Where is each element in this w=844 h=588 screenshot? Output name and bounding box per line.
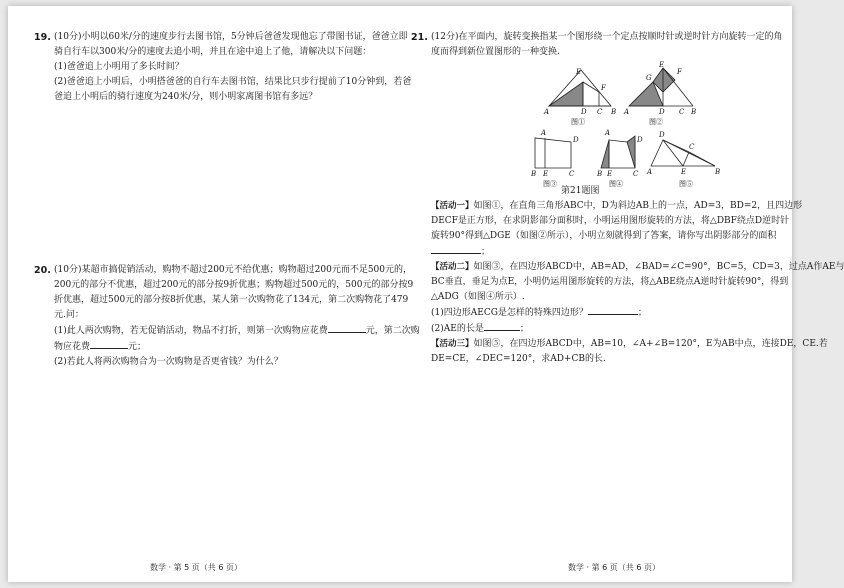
svg-text:C: C: [597, 108, 603, 116]
svg-text:D: D: [581, 108, 587, 116]
sub-text: (2)AE的长是: [431, 324, 484, 334]
activity-2-q2: [431, 321, 773, 337]
svg-text:C: C: [569, 170, 575, 178]
question-number: 20.: [34, 265, 51, 276]
question-20: [34, 263, 420, 370]
figure-2-label: 图②: [649, 118, 663, 126]
figure-2-diagram: [623, 61, 696, 116]
question-text-line: (10分)某超市搞促销活动，购物不超过200元不给优惠；购物超过200元而不足500元的，: [54, 265, 413, 275]
activity-text-line: DECF是正方形，在求阴影部分面积时，小明运用图形旋转的方法，将△DBF绕点D逆时针: [431, 216, 790, 226]
right-page: [411, 30, 844, 367]
svg-text:B: B: [691, 108, 697, 116]
answer-blank[interactable]: [484, 321, 520, 331]
question-text-line: 爸追上小明后的骑行速度为240米/分，则小明家离图书馆有多远？: [54, 92, 318, 102]
svg-text:E: E: [681, 168, 687, 176]
figure-3-diagram: [530, 129, 579, 178]
activity-text-line: BC垂直，垂足为点E，小明仍运用图形旋转的方法，将△ABE绕点A逆时针旋转90°，得到: [431, 277, 789, 287]
question-text-line: 元.问：: [54, 310, 84, 320]
figure-3-label: 图③: [543, 180, 557, 188]
sub-text: (1)此人两次购物，若无促销活动，物品不打折，则第一次购物应花费: [54, 326, 328, 336]
sub-text: ；: [519, 324, 529, 334]
svg-text:A: A: [647, 168, 653, 176]
question-number: 21.: [411, 32, 428, 43]
figure-group: [431, 61, 773, 188]
figure-1-label: 图①: [571, 118, 585, 126]
svg-text:C: C: [679, 108, 685, 116]
figure-4-diagram: [596, 129, 643, 178]
question-text-line: (12分)在平面内，旋转变换指某一个图形绕一个定点按顺时针或逆时针方向旋转一定的角: [431, 32, 783, 42]
question-21: [411, 30, 844, 367]
sub-text: ；: [637, 308, 647, 318]
svg-text:C: C: [633, 170, 639, 178]
sub-question-1: [54, 323, 420, 339]
sub-text: 元，第二次购: [365, 326, 420, 336]
figure-4-label: 图④: [609, 180, 623, 188]
question-19: [34, 30, 412, 105]
svg-text:B: B: [597, 170, 603, 178]
svg-text:B: B: [715, 168, 721, 176]
answer-blank[interactable]: [328, 323, 366, 333]
figure-5-label: 图⑤: [679, 180, 693, 188]
svg-text:E: E: [659, 61, 665, 69]
activity-2-q1: [431, 305, 773, 321]
activity-text: 如图①，在直角三角形ABC中，D为斜边AB上的一点，AD=3，BD=2，且四边形: [473, 201, 803, 211]
svg-text:E: E: [543, 170, 549, 178]
question-text-line: 折优惠，超过500元的部分按8折优惠，某人第一次购物花了134元，第二次购物花了479: [54, 295, 409, 305]
figure-5-diagram: [646, 131, 720, 176]
sub-question-1-cont: [54, 339, 386, 355]
svg-text:E: E: [607, 170, 613, 178]
svg-text:D: D: [659, 131, 665, 139]
svg-text:F: F: [677, 68, 682, 76]
activity-text-line: △ADG（如图④所示）.: [431, 292, 525, 302]
sub-text: 物应花费: [54, 342, 91, 352]
svg-text:G: G: [646, 74, 652, 82]
geometry-figures: [431, 61, 771, 188]
svg-text:A: A: [624, 108, 630, 116]
svg-text:B: B: [531, 170, 537, 178]
activity-text-line: 旋转90°得到△DGE（如图②所示），小明立刻就得到了答案，请你写出阴影部分的面积: [431, 231, 777, 241]
sub-text: (1)四边形AECG是怎样的特殊四边形？: [431, 308, 588, 318]
answer-blank[interactable]: [431, 244, 481, 254]
svg-text:F: F: [601, 84, 606, 92]
activity-text: 如图⑤，在四边形ABCD中，AB=10，∠A+∠B=120°，E为AB中点，连接DE，CE.若: [473, 339, 828, 349]
answer-blank[interactable]: [588, 305, 638, 315]
svg-text:C: C: [689, 143, 695, 151]
sub-question-2: (2)若此人将两次购物合为一次购物是否更省钱？为什么？: [54, 357, 283, 367]
sub-text: 元；: [128, 342, 147, 352]
activity-text-line: DE=CE，∠DEC=120°，求AD+CB的长.: [431, 354, 606, 364]
activity-tag: 【活动三】: [431, 339, 474, 349]
svg-text:B: B: [611, 108, 617, 116]
question-text-line: 200元的部分不优惠，超过200元的部分按9折优惠；购物超过500元的，500元的部分按9: [54, 280, 414, 290]
page-footer-right: 数学 · 第 6 页（共 6 页）: [568, 563, 660, 572]
question-number: 19.: [34, 32, 51, 43]
sub-question: (1)爸爸追上小明用了多长时间？: [54, 62, 184, 72]
exam-sheet: [8, 6, 844, 582]
figure-caption: 第21题图: [561, 186, 600, 196]
svg-text:D: D: [659, 108, 665, 116]
svg-text:D: D: [573, 136, 579, 144]
svg-text:D: D: [637, 136, 643, 144]
svg-text:A: A: [605, 129, 611, 137]
question-text-line: 骑自行车以300米/分的速度去追小明，并且在途中追上了他，请解决以下问题：: [54, 47, 372, 57]
activity-1: [431, 199, 803, 214]
question-text-line: (10分)小明以60米/分的速度步行去图书馆，5分钟后爸爸发现他忘了带图书证，爸爸立即: [54, 32, 408, 42]
activity-1-answer: [431, 244, 773, 260]
page-footer-left: 数学 · 第 5 页（共 6 页）: [150, 563, 242, 572]
svg-text:A: A: [544, 108, 550, 116]
sub-question: (2)爸爸追上小明后，小明搭爸爸的自行车去图书馆，结果比只步行提前了10分钟到，若爸: [54, 77, 412, 87]
svg-text:A: A: [541, 129, 547, 137]
activity-text: 如图③，在四边形ABCD中，AB=AD，∠BAD=∠C=90°，BC=5，CD=3，过点A作AE与: [473, 262, 844, 272]
activity-2: [431, 260, 844, 275]
answer-blank[interactable]: [90, 339, 128, 349]
activity-3: [431, 337, 828, 352]
svg-text:E: E: [576, 68, 582, 76]
activity-tag: 【活动一】: [431, 201, 474, 211]
figure-1-diagram: [543, 68, 616, 116]
activity-tag: 【活动二】: [431, 262, 474, 272]
sub-text: ；: [481, 247, 491, 257]
question-text-line: 度而得到新位置图形的一种变换.: [431, 47, 560, 57]
